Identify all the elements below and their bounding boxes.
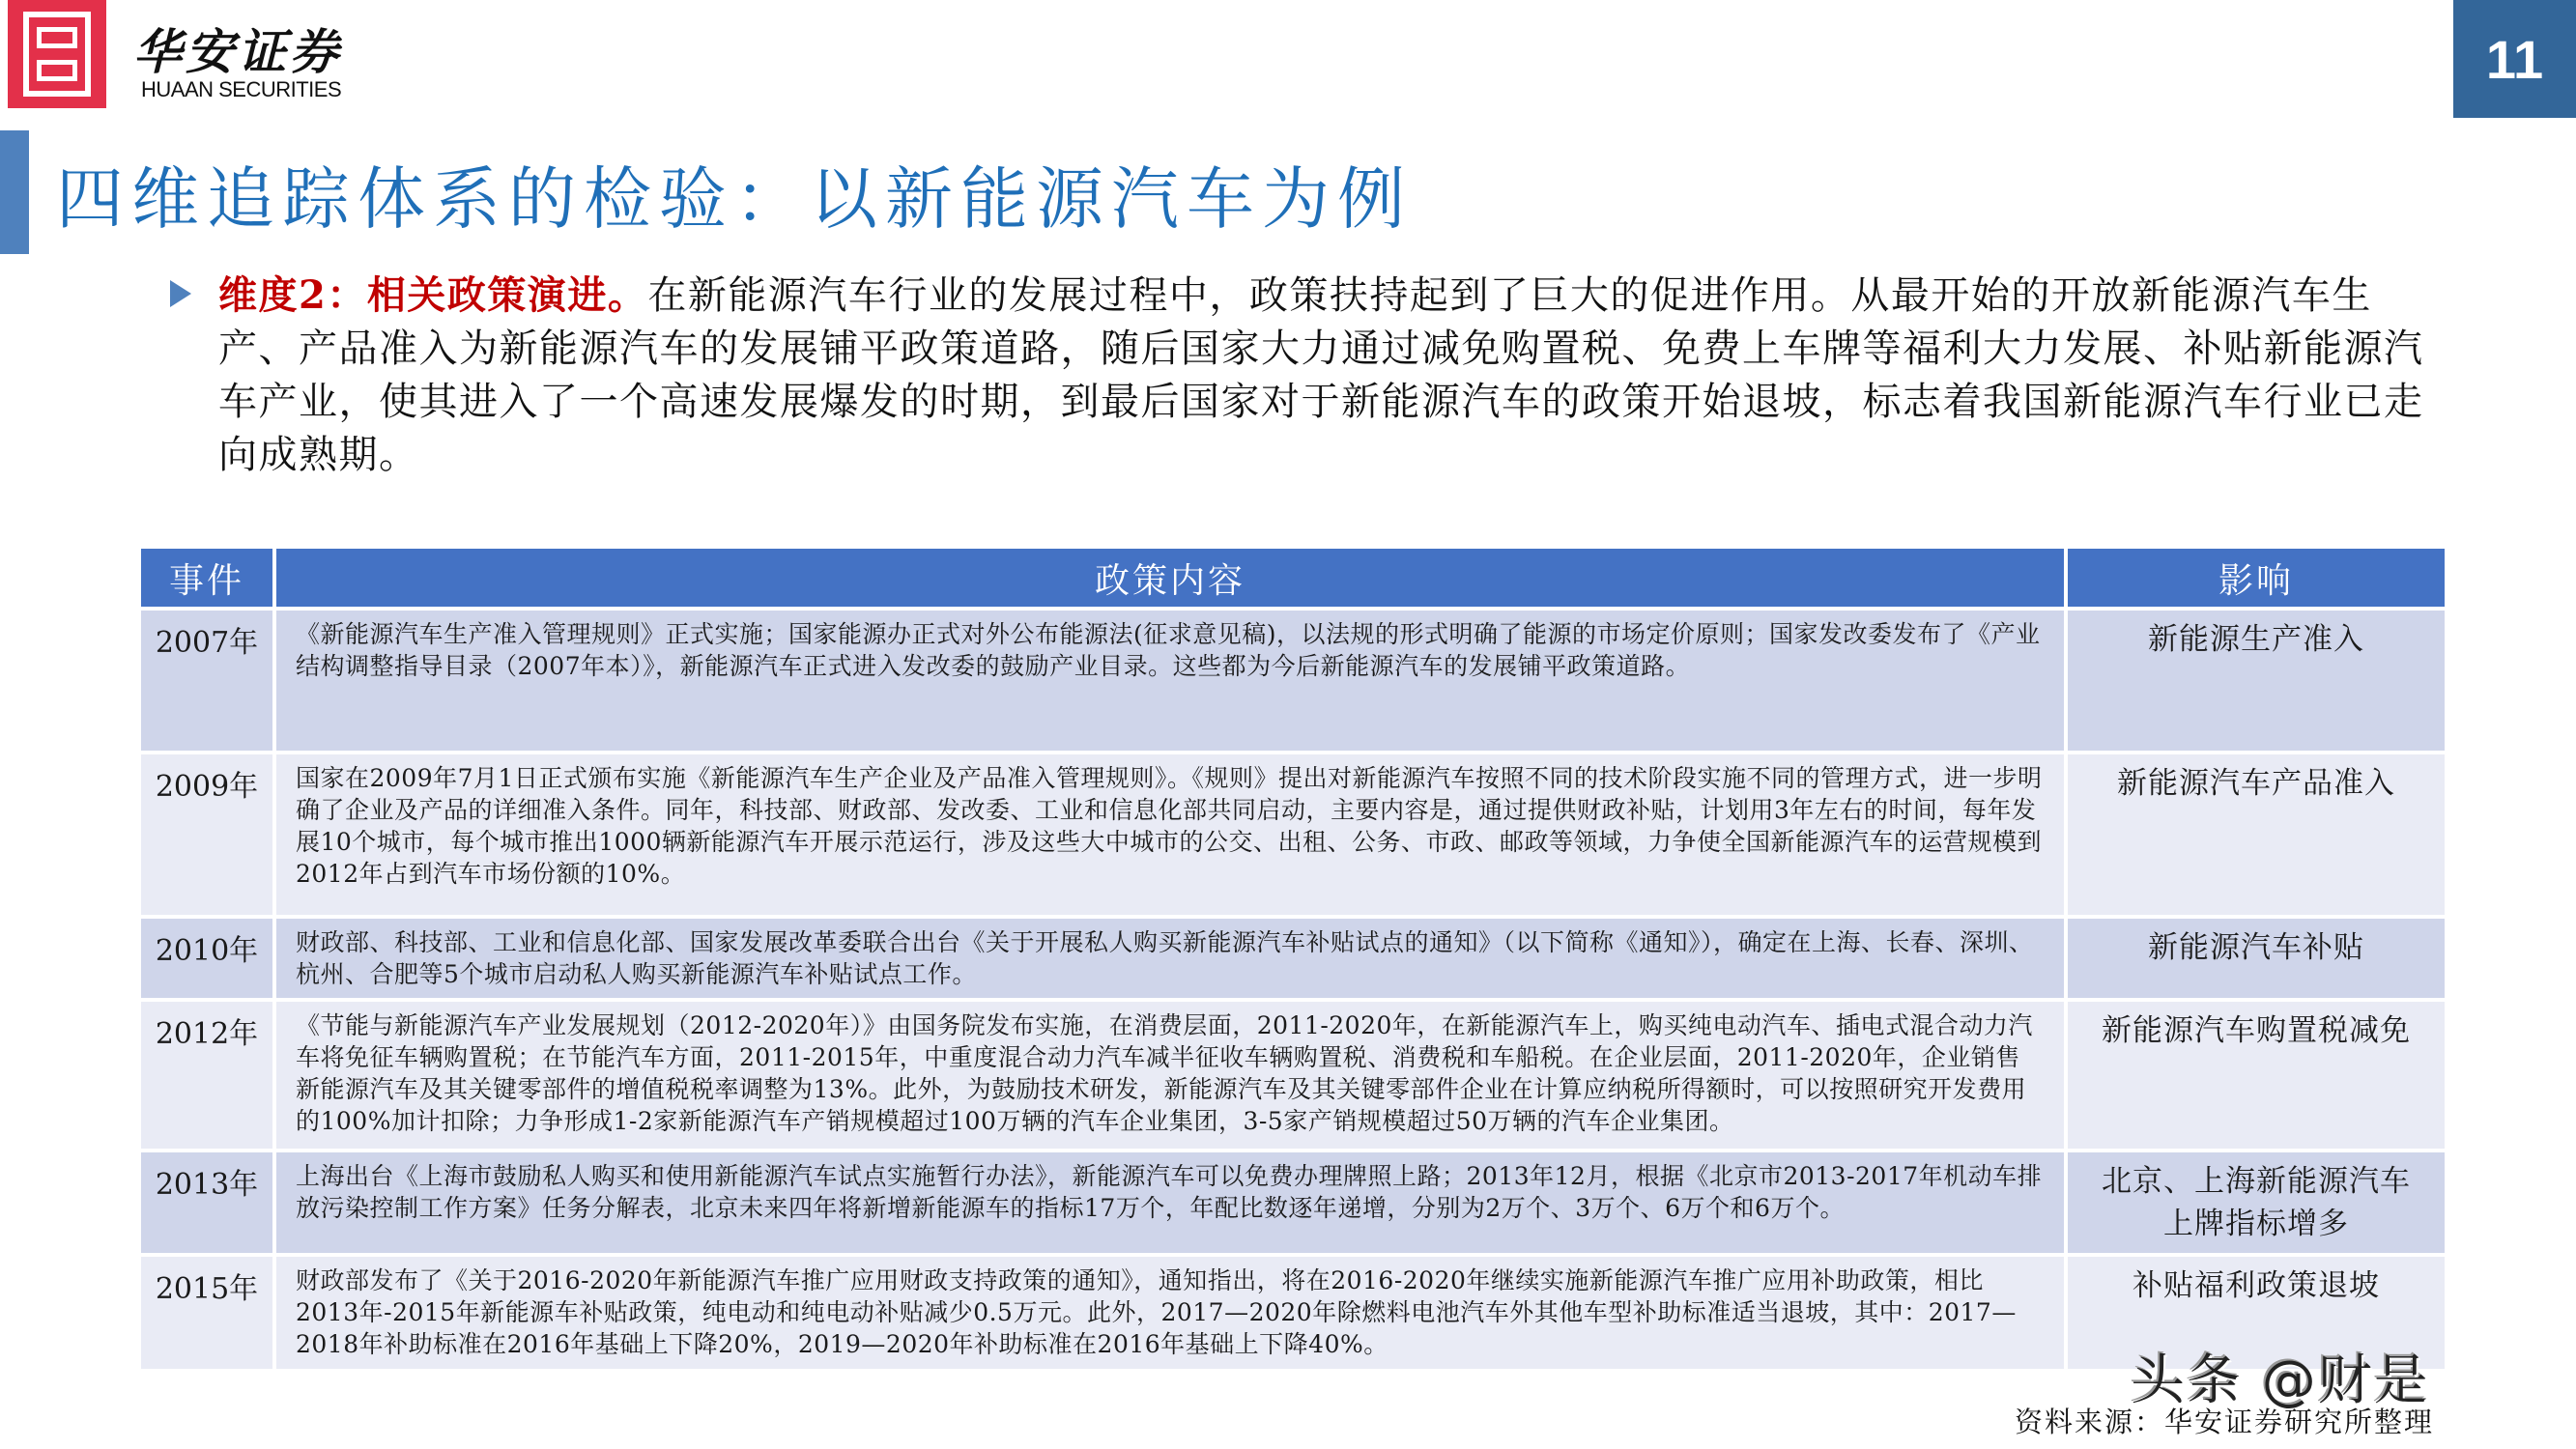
row-policy-content: 国家在2009年7月1日正式颁布实施《新能源汽车生产企业及产品准入管理规则》。《规则》提出对新能源汽车按照不同的技术阶段实施不同的管理方式，进一步明确了企业及产品的详细准入条件。同年，科技部、财政部、发改委、工业和信息化部共同启动，主要内容是，通过提供财政补贴，计划用3年左右的时间，每年发展10个城市，每个城市推出1000辆新能源汽车开展示范运行，涉及这些大中城市的公交、出租、公务、市政、邮政等领域，力争使全国新能源汽车的运营规模到2012年占到汽车市场份额的10%。 bbox=[276, 754, 2064, 915]
table-row bbox=[141, 1002, 2445, 1149]
column-header-impact: 影响 bbox=[2068, 549, 2445, 607]
row-year: 2013年 bbox=[141, 1152, 272, 1253]
row-policy-content: 上海出台《上海市鼓励私人购买和使用新能源汽车试点实施暂行办法》，新能源汽车可以免费办理牌照上路；2013年12月，根据《北京市2013-2017年机动车排放污染控制工作方案》任务分解表，北京未来四年将新增新能源车的指标17万个，年配比数逐年递增，分别为2万个、3万个、6万个和6万个。 bbox=[276, 1152, 2064, 1253]
company-name-cn: 华安证券 bbox=[133, 23, 342, 80]
column-header-event: 事件 bbox=[141, 549, 272, 607]
row-impact: 新能源汽车购置税减免 bbox=[2068, 1002, 2445, 1149]
table-header-row bbox=[141, 549, 2445, 607]
row-year: 2010年 bbox=[141, 919, 272, 998]
row-year: 2007年 bbox=[141, 611, 272, 751]
row-policy-content: 《节能与新能源汽车产业发展规划（2012-2020年）》由国务院发布实施，在消费层面，2011-2020年，在新能源汽车上，购买纯电动汽车、插电式混合动力汽车将免征车辆购置税；在节能汽车方面，2011-2015年，中重度混合动力汽车减半征收车辆购置税、消费税和车船税。在企业层面，2011-2020年，企业销售新能源汽车及其关键零部件的增值税税率调整为13%。此外，为鼓励技术研发，新能源汽车及其关键零部件企业在计算应纳税所得额时，可以按照研究开发费用的100%加计扣除；力争形成1-2家新能源汽车产销规模超过100万辆的汽车企业集团，3-5家产销规模超过50万辆的汽车企业集团。 bbox=[276, 1002, 2064, 1149]
row-policy-content: 《新能源汽车生产准入管理规则》正式实施；国家能源办正式对外公布能源法(征求意见稿)，以法规的形式明确了能源的市场定价原则；国家发改委发布了《产业结构调整指导目录（2007年本）》，新能源汽车正式进入发改委的鼓励产业目录。这些都为今后新能源汽车的发展铺平政策道路。 bbox=[276, 611, 2064, 751]
row-policy-content: 财政部、科技部、工业和信息化部、国家发展改革委联合出台《关于开展私人购买新能源汽车补贴试点的通知》（以下简称《通知》），确定在上海、长春、深圳、杭州、合肥等5个城市启动私人购买新能源汽车补贴试点工作。 bbox=[276, 919, 2064, 998]
row-impact: 新能源生产准入 bbox=[2068, 611, 2445, 751]
bullet-paragraph bbox=[170, 269, 2450, 482]
row-impact: 新能源汽车产品准入 bbox=[2068, 754, 2445, 915]
source-note: 资料来源：华安证券研究所整理 bbox=[2015, 1406, 2435, 1438]
watermark: 头条 @财是 bbox=[2131, 1350, 2430, 1412]
bullet-text: 在新能源汽车行业的发展过程中，政策扶持起到了巨大的促进作用。从最开始的开放新能源汽车生产、产品准入为新能源汽车的发展铺平政策道路，随后国家大力通过减免购置税、免费上车牌等福利大力发展、补贴新能源汽车产业，使其进入了一个高速发展爆发的时期，到最后国家对于新能源汽车的政策开始退坡，标志着我国新能源汽车行业已走向成熟期。 bbox=[218, 273, 2424, 477]
company-logo-mark bbox=[8, 0, 106, 108]
table-row bbox=[141, 611, 2445, 751]
title-accent-bar bbox=[0, 130, 29, 254]
table-row bbox=[141, 1152, 2445, 1253]
row-policy-content: 财政部发布了《关于2016-2020年新能源汽车推广应用财政支持政策的通知》，通知指出，将在2016-2020年继续实施新能源汽车推广应用补助政策，相比2013年-2015年新能源车补贴政策，纯电动和纯电动补贴减少0.5万元。此外，2017—2020年除燃料电池汽车外其他车型补助标准适当退坡，其中：2017—2018年补助标准在2016年基础上下降20%，2019—2020年补助标准在2016年基础上下降40%。 bbox=[276, 1257, 2064, 1369]
row-year: 2012年 bbox=[141, 1002, 272, 1149]
slide-title: 四维追踪体系的检验：以新能源汽车为例 bbox=[56, 159, 1413, 239]
page-number-badge: 11 bbox=[2453, 0, 2576, 118]
bullet-lead-text: 维度2：相关政策演进。 bbox=[218, 272, 648, 318]
column-header-policy: 政策内容 bbox=[276, 549, 2064, 607]
table-row bbox=[141, 919, 2445, 998]
row-year: 2015年 bbox=[141, 1257, 272, 1369]
policy-timeline-table bbox=[137, 545, 2448, 1373]
row-impact: 补贴福利政策退坡 bbox=[2068, 1257, 2445, 1369]
logo-inner-block-top bbox=[37, 27, 77, 48]
row-impact: 北京、上海新能源汽车上牌指标增多 bbox=[2068, 1152, 2445, 1253]
table-row bbox=[141, 1257, 2445, 1369]
table-row bbox=[141, 754, 2445, 915]
arrow-bullet-icon bbox=[170, 280, 191, 307]
company-name-en: HUAAN SECURITIES bbox=[141, 77, 342, 101]
row-year: 2009年 bbox=[141, 754, 272, 915]
bullet-body bbox=[218, 269, 2450, 482]
row-impact: 新能源汽车补贴 bbox=[2068, 919, 2445, 998]
logo-inner-block-bottom bbox=[37, 60, 77, 81]
logo-outer-frame bbox=[23, 12, 91, 97]
